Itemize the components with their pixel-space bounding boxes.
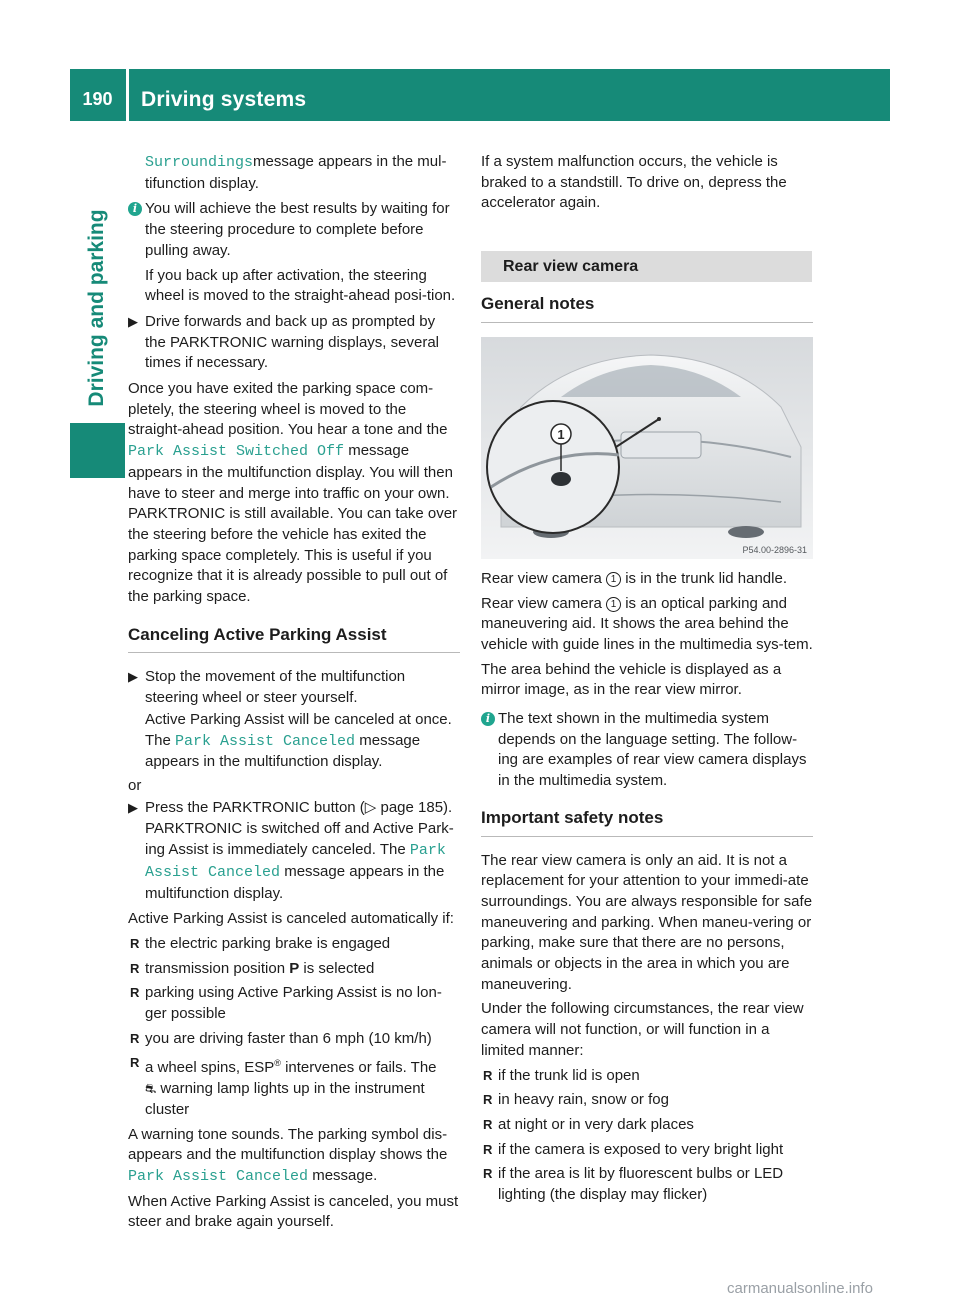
callout-1-icon: 1: [606, 597, 621, 612]
list-item: R the electric parking brake is engaged: [128, 934, 460, 955]
page-number: 190: [82, 89, 113, 109]
paragraph: Surroundingsmessage appears in the mul-tifunction display.: [145, 153, 447, 192]
bullet-icon: R: [483, 1067, 493, 1083]
info-icon: i: [128, 202, 142, 216]
display-message: Park Assist Switched Off: [128, 443, 345, 461]
step-arrow-icon: ▶: [128, 313, 138, 329]
car-rear-illustration: [481, 337, 813, 559]
list-item: R if the trunk lid is open: [481, 1066, 813, 1087]
instruction-step: ▶ Stop the movement of the multifunction steering wheel or steer yourself.: [128, 668, 406, 707]
bullet-icon: R: [130, 985, 140, 1001]
list-item: R if the area is lit by fluorescent bulbs or LED lighting (the display may flicker): [483, 1165, 784, 1204]
step-arrow-icon: ▶: [128, 669, 138, 685]
esp-warning-lamp-icon: ⛐: [145, 1081, 157, 1097]
photo-code: P54.00-2896-31: [742, 544, 807, 555]
bullet-icon: R: [483, 1116, 493, 1132]
rear-view-camera-photo: [481, 337, 813, 559]
watermark-text: carmanualsonline.info: [727, 1280, 873, 1297]
section-heading: General notes: [481, 294, 813, 323]
section-title: Rear view camera: [481, 251, 812, 282]
paragraph: Rear view camera 1 is in the trunk lid handle.: [481, 569, 787, 587]
callout-1-icon: 1: [606, 572, 621, 587]
right-column: [481, 152, 813, 1207]
paragraph: PARKTRONIC is switched off and Active Park-ing Assist is immediately canceled. The Park Assist Canceled message appears in the multifunction display.: [145, 820, 454, 902]
step-arrow-icon: ▶: [128, 799, 138, 815]
chapter-title: Driving systems: [141, 88, 307, 111]
paragraph: Under the following circumstances, the rear view camera will not function, or will function in a limited manner:: [481, 1000, 804, 1059]
info-note: i The text shown in the multimedia system depends on the language setting. The follow-ing are examples of rear view camera displays in the multimedia system.: [481, 709, 813, 792]
paragraph: The rear view camera is only an aid. It is not a replacement for your attention to your immedi-ate surroundings. You are always responsible for safe maneuvering and parking. When maneu-vering or parking, make sure that there are no persons, animals or objects in the area in which you are maneuvering.: [481, 851, 813, 993]
bullet-icon: R: [483, 1166, 493, 1182]
display-message: Park Assist Canceled: [145, 842, 446, 881]
list-item: R in heavy rain, snow or fog: [481, 1090, 813, 1111]
info-icon: i: [481, 712, 495, 726]
paragraph: The area behind the vehicle is displayed as a mirror image, as in the rear view mirror.: [481, 660, 782, 699]
bullet-icon: R: [483, 1092, 493, 1108]
display-message: Park Assist Canceled: [175, 732, 356, 750]
paragraph: Active Parking Assist is canceled automatically if:: [128, 910, 454, 928]
bullet-icon: R: [130, 1030, 140, 1046]
photo-callout-1: 1: [557, 426, 565, 442]
list-item: R you are driving faster than 6 mph (10 km/h): [128, 1029, 460, 1050]
side-section-label: Driving and parking: [85, 209, 108, 407]
paragraph: If a system malfunction occurs, the vehicle is braked to a standstill. To drive on, depress the accelerator again.: [481, 153, 787, 212]
paragraph: Rear view camera 1 is an optical parking and maneuvering aid. It shows the area behind the vehicle with guide lines in the multimedia sys-tem.: [481, 594, 813, 653]
list-item: R if the camera is exposed to very bright light: [481, 1140, 813, 1161]
left-column: [128, 152, 460, 1234]
paragraph: If you back up after activation, the steering wheel is moved to the straight-ahead posi-tion.: [145, 266, 456, 305]
instruction-step: ▶ Drive forwards and back up as prompted by the PARKTRONIC warning displays, several times if necessary.: [128, 312, 439, 372]
header-divider: [126, 69, 129, 121]
bullet-icon: R: [483, 1141, 493, 1157]
bullet-icon: R: [130, 935, 140, 951]
list-item: R parking using Active Parking Assist is no lon-ger possible: [130, 984, 442, 1023]
paragraph: or: [128, 776, 142, 794]
instruction-step: ▶ Press the PARKTRONIC button (▷ page 185).: [128, 798, 460, 819]
list-item: R at night or in very dark places: [481, 1115, 813, 1136]
section-heading: Canceling Active Parking Assist: [128, 625, 460, 654]
list-item: R transmission position P is selected: [128, 959, 460, 980]
display-message: Surroundings: [145, 154, 254, 171]
display-message: Park Assist Canceled: [128, 1167, 309, 1185]
section-heading: Important safety notes: [481, 808, 813, 837]
section-marker: [70, 423, 125, 478]
bullet-icon: R: [130, 960, 140, 976]
paragraph: A warning tone sounds. The parking symbol dis-appears and the multifunction display shows the Park Assist Canceled message.: [128, 1125, 448, 1185]
paragraph: When Active Parking Assist is canceled, you must steer and brake again yourself.: [128, 1192, 459, 1231]
paragraph: Active Parking Assist will be canceled at once. The Park Assist Canceled message appears in the multifunction display.: [145, 710, 452, 771]
bullet-icon: R: [130, 1055, 140, 1071]
paragraph: Once you have exited the parking space com-pletely, the steering wheel is moved to the straight-ahead position. You hear a tone and the Park Assist Switched Off message appears in the multifunction display. You will then have to steer and merge into traffic on your own. PARKTRONIC is still available. You can take over the steering before the vehicle has exited the parking space completely. This is useful if you recognize that it is already possible to pull out of the parking space.: [128, 380, 458, 606]
list-item: R a wheel spins, ESP® intervenes or fails. The ⛐ warning lamp lights up in the instrument cluster: [130, 1055, 437, 1118]
info-note: i You will achieve the best results by waiting for the steering procedure to complete before pulling away.: [128, 199, 460, 261]
